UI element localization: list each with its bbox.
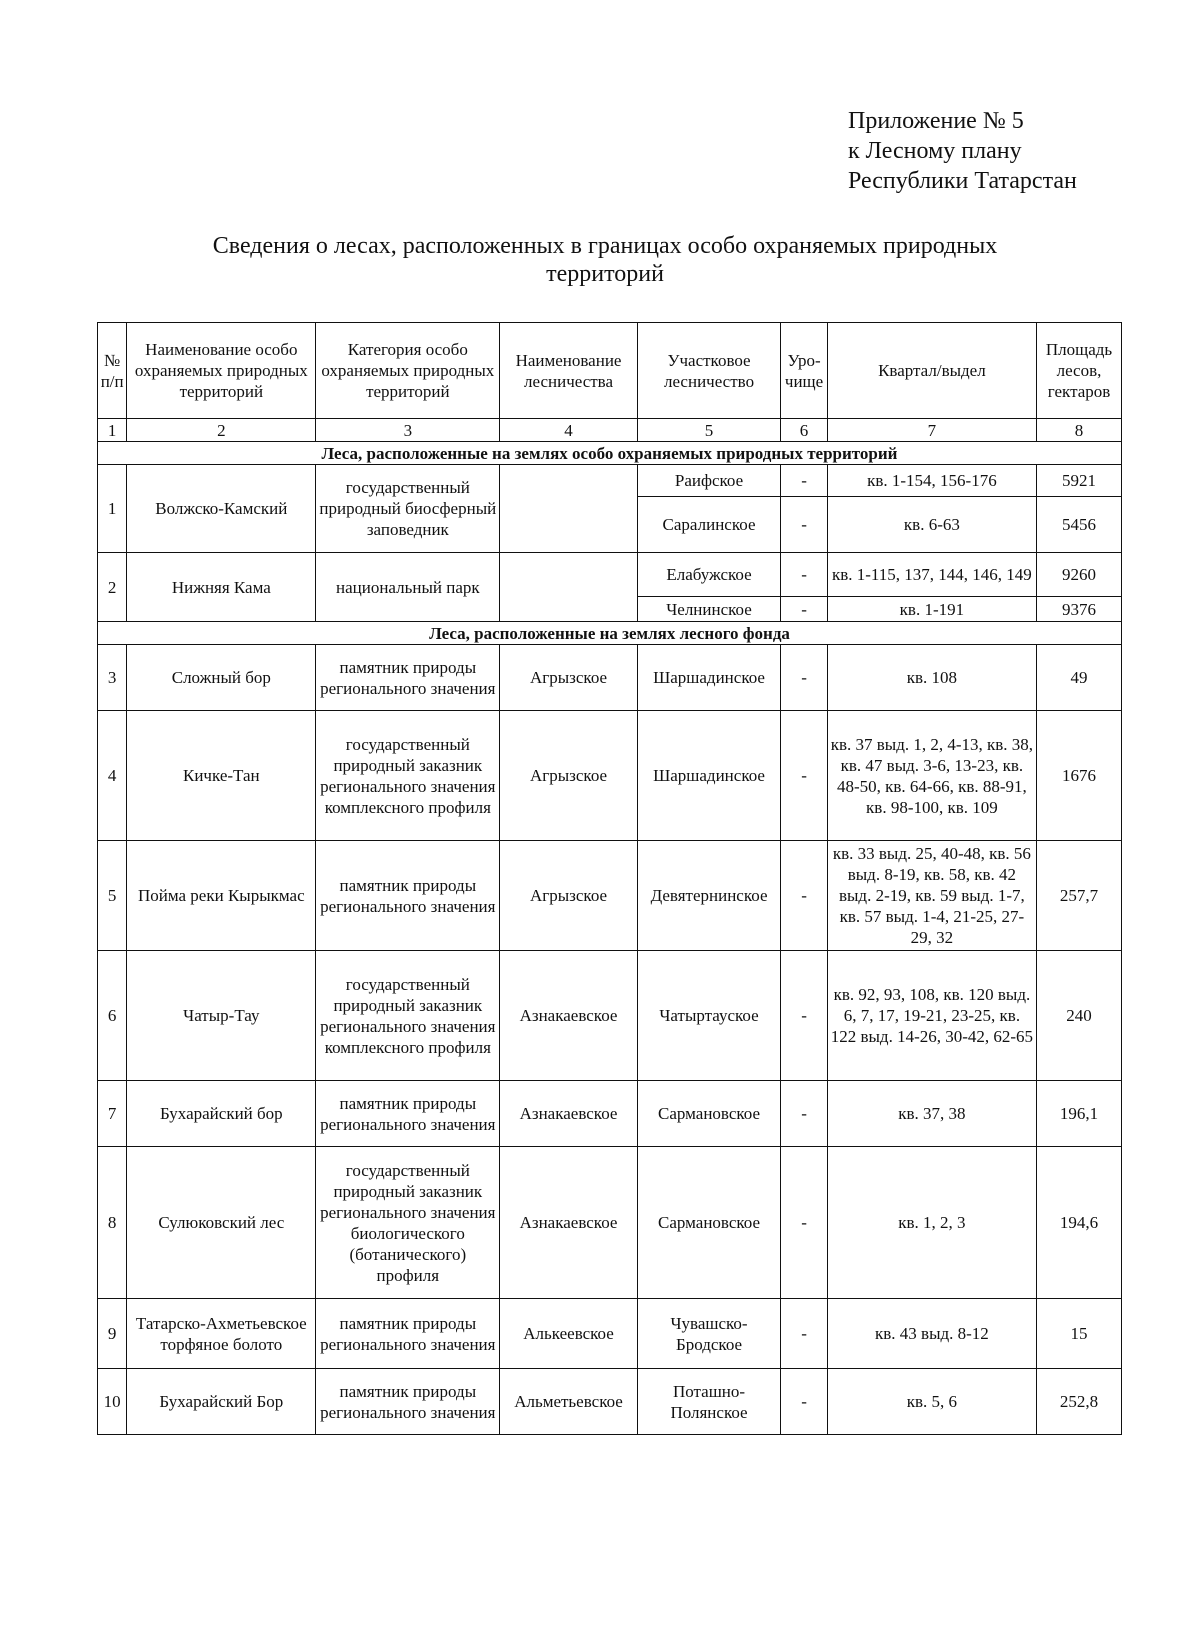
- row-forestry: Азнакаевское: [500, 1147, 637, 1299]
- row-name: Бухарайский бор: [127, 1081, 316, 1147]
- row-area: 15: [1037, 1299, 1122, 1369]
- header-name: Наименование особо охраняемых природных территорий: [127, 323, 316, 419]
- row-area: 9376: [1037, 597, 1122, 622]
- row-district: Елабужское: [637, 553, 781, 597]
- row-name: Нижняя Кама: [127, 553, 316, 622]
- row-tract: -: [781, 465, 827, 497]
- column-number: 4: [500, 419, 637, 442]
- row-area: 1676: [1037, 711, 1122, 841]
- row-quarter: кв. 6-63: [827, 497, 1036, 553]
- row-name: Сулюковский лес: [127, 1147, 316, 1299]
- row-district: Шаршадинское: [637, 711, 781, 841]
- section-row: [98, 442, 1122, 465]
- row-category: национальный парк: [316, 553, 500, 622]
- row-name: Пойма реки Кырыкмас: [127, 841, 316, 951]
- section-row: [98, 622, 1122, 645]
- row-district: Шаршадинское: [637, 645, 781, 711]
- column-number: 8: [1037, 419, 1122, 442]
- table-row: [98, 951, 1122, 1081]
- row-num: 2: [98, 553, 127, 622]
- row-quarter: кв. 1-154, 156-176: [827, 465, 1036, 497]
- column-number: 2: [127, 419, 316, 442]
- table-row: [98, 841, 1122, 951]
- row-name: Кичке-Тан: [127, 711, 316, 841]
- row-district: Чатыртауское: [637, 951, 781, 1081]
- row-district: Раифское: [637, 465, 781, 497]
- row-num: 6: [98, 951, 127, 1081]
- row-area: 9260: [1037, 553, 1122, 597]
- row-tract: -: [781, 1147, 827, 1299]
- row-quarter: кв. 1-115, 137, 144, 146, 149: [827, 553, 1036, 597]
- row-tract: -: [781, 645, 827, 711]
- row-district: Сармановское: [637, 1081, 781, 1147]
- row-category: государственный природный биосферный заповедник: [316, 465, 500, 553]
- row-quarter: кв. 37, 38: [827, 1081, 1036, 1147]
- header-area: Площадь лесов, гектаров: [1037, 323, 1122, 419]
- row-forestry: [500, 553, 637, 622]
- row-num: 4: [98, 711, 127, 841]
- table-row: [98, 711, 1122, 841]
- title-line-1: Сведения о лесах, расположенных в границах особо охраняемых природных: [212, 233, 998, 259]
- title-line-2: территорий: [546, 261, 664, 287]
- column-number: 6: [781, 419, 827, 442]
- table-row: [98, 553, 1122, 597]
- row-name: Бухарайский Бор: [127, 1369, 316, 1435]
- row-quarter: кв. 1, 2, 3: [827, 1147, 1036, 1299]
- table-row: [98, 465, 1122, 497]
- row-tract: -: [781, 597, 827, 622]
- column-number: 3: [316, 419, 500, 442]
- column-number: 1: [98, 419, 127, 442]
- row-tract: -: [781, 1081, 827, 1147]
- row-num: 9: [98, 1299, 127, 1369]
- row-area: 5921: [1037, 465, 1122, 497]
- row-name: Чатыр-Тау: [127, 951, 316, 1081]
- row-quarter: кв. 1-191: [827, 597, 1036, 622]
- row-category: памятник природы регионального значения: [316, 1299, 500, 1369]
- header-district: Участковое лесничество: [637, 323, 781, 419]
- row-num: 1: [98, 465, 127, 553]
- header-tract: Уро-чище: [781, 323, 827, 419]
- header-num: № п/п: [98, 323, 127, 419]
- row-area: 194,6: [1037, 1147, 1122, 1299]
- row-district: Саралинское: [637, 497, 781, 553]
- row-forestry: Азнакаевское: [500, 1081, 637, 1147]
- row-tract: -: [781, 711, 827, 841]
- row-name: Татарско-Ахметьевское торфяное болото: [127, 1299, 316, 1369]
- row-district: Сармановское: [637, 1147, 781, 1299]
- appendix-block: [848, 106, 1077, 196]
- row-num: 5: [98, 841, 127, 951]
- document-title: [100, 232, 1110, 288]
- row-tract: -: [781, 1369, 827, 1435]
- row-quarter: кв. 33 выд. 25, 40-48, кв. 56 выд. 8-19, кв. 58, кв. 42 выд. 2-19, кв. 59 выд. 1-7, кв. 57 выд. 1-4, 21-25, 27-29, 32: [827, 841, 1036, 951]
- row-tract: -: [781, 497, 827, 553]
- section-heading-protected: Леса, расположенные на землях особо охраняемых природных территорий: [98, 442, 1122, 465]
- table-header-row: [98, 323, 1122, 419]
- row-category: государственный природный заказник регионального значения комплексного профиля: [316, 951, 500, 1081]
- table-row: [98, 1369, 1122, 1435]
- row-forestry: Агрызское: [500, 711, 637, 841]
- row-num: 8: [98, 1147, 127, 1299]
- row-quarter: кв. 108: [827, 645, 1036, 711]
- row-quarter: кв. 92, 93, 108, кв. 120 выд. 6, 7, 17, 19-21, 23-25, кв. 122 выд. 14-26, 30-42, 62-65: [827, 951, 1036, 1081]
- row-district: Девятернинское: [637, 841, 781, 951]
- row-num: 7: [98, 1081, 127, 1147]
- row-forestry: Агрызское: [500, 645, 637, 711]
- forests-table: [97, 322, 1122, 1435]
- row-forestry: Агрызское: [500, 841, 637, 951]
- row-quarter: кв. 5, 6: [827, 1369, 1036, 1435]
- appendix-line-3: Республики Татарстан: [848, 168, 1077, 194]
- header-forestry: Наименование лесничества: [500, 323, 637, 419]
- appendix-line-2: к Лесному плану: [848, 138, 1022, 164]
- column-number-row: [98, 419, 1122, 442]
- row-tract: -: [781, 1299, 827, 1369]
- row-district: Чувашско-Бродское: [637, 1299, 781, 1369]
- row-forestry: [500, 465, 637, 553]
- row-category: государственный природный заказник регионального значения комплексного профиля: [316, 711, 500, 841]
- row-forestry: Азнакаевское: [500, 951, 637, 1081]
- row-quarter: кв. 37 выд. 1, 2, 4-13, кв. 38, кв. 47 выд. 3-6, 13-23, кв. 48-50, кв. 64-66, кв. 88-91, кв. 98-100, кв. 109: [827, 711, 1036, 841]
- row-area: 5456: [1037, 497, 1122, 553]
- row-area: 252,8: [1037, 1369, 1122, 1435]
- row-district: Поташно-Полянское: [637, 1369, 781, 1435]
- table-row: [98, 645, 1122, 711]
- header-quarter: Квартал/выдел: [827, 323, 1036, 419]
- section-heading-forest-fund: Леса, расположенные на землях лесного фонда: [98, 622, 1122, 645]
- header-category: Категория особо охраняемых природных территорий: [316, 323, 500, 419]
- row-name: Волжско-Камский: [127, 465, 316, 553]
- row-category: памятник природы регионального значения: [316, 1081, 500, 1147]
- row-area: 49: [1037, 645, 1122, 711]
- row-area: 196,1: [1037, 1081, 1122, 1147]
- table-row: [98, 1299, 1122, 1369]
- row-category: государственный природный заказник регионального значения биологического (ботанического) профиля: [316, 1147, 500, 1299]
- row-tract: -: [781, 951, 827, 1081]
- row-tract: -: [781, 841, 827, 951]
- table-row: [98, 1081, 1122, 1147]
- column-number: 5: [637, 419, 781, 442]
- row-area: 240: [1037, 951, 1122, 1081]
- row-num: 3: [98, 645, 127, 711]
- row-district: Челнинское: [637, 597, 781, 622]
- row-forestry: Альметьевское: [500, 1369, 637, 1435]
- row-tract: -: [781, 553, 827, 597]
- column-number: 7: [827, 419, 1036, 442]
- row-name: Сложный бор: [127, 645, 316, 711]
- table-row: [98, 1147, 1122, 1299]
- appendix-line-1: Приложение № 5: [848, 108, 1024, 134]
- row-category: памятник природы регионального значения: [316, 1369, 500, 1435]
- row-area: 257,7: [1037, 841, 1122, 951]
- row-forestry: Алькеевское: [500, 1299, 637, 1369]
- row-category: памятник природы регионального значения: [316, 841, 500, 951]
- row-quarter: кв. 43 выд. 8-12: [827, 1299, 1036, 1369]
- row-category: памятник природы регионального значения: [316, 645, 500, 711]
- row-num: 10: [98, 1369, 127, 1435]
